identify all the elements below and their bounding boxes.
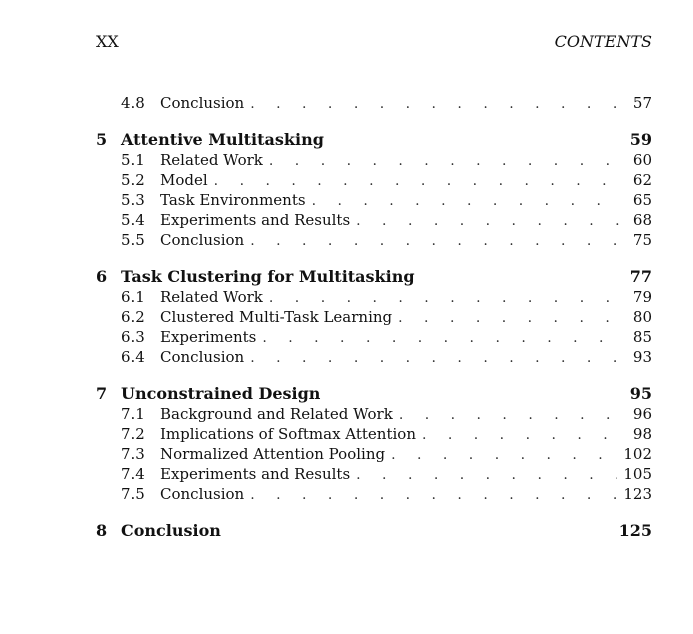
section-title: Normalized Attention Pooling (160, 445, 386, 463)
section-page-number: 96 (632, 405, 652, 423)
section-page-number: 75 (632, 231, 652, 249)
section-number: 6.4 (121, 348, 145, 366)
section-number: 5.3 (121, 191, 145, 209)
section-title: Clustered Multi-Task Learning (160, 308, 393, 326)
dot-leader (250, 485, 617, 505)
chapter-page-number: 95 (629, 384, 652, 403)
section-page-number: 62 (632, 171, 652, 189)
chapter-title: Conclusion (121, 521, 221, 540)
chapter-spacer (96, 113, 652, 130)
section-title: Model (160, 171, 208, 189)
section-title: Conclusion (160, 94, 245, 112)
toc-section-entry[interactable] (96, 464, 652, 484)
chapter-number: 8 (96, 521, 108, 540)
chapter-title: Attentive Multitasking (121, 130, 324, 149)
section-title: Related Work (160, 288, 263, 306)
section-number: 5.2 (121, 171, 145, 189)
toc-section-entry[interactable] (96, 170, 652, 190)
section-page-number: 85 (632, 328, 652, 346)
section-page-number: 68 (632, 211, 652, 229)
section-title: Background and Related Work (160, 405, 393, 423)
dot-leader (250, 94, 622, 114)
toc-section-entry[interactable] (96, 150, 652, 170)
toc-section-entry[interactable] (96, 484, 652, 504)
section-number: 5.1 (121, 151, 145, 169)
toc-section-entry[interactable] (96, 327, 652, 347)
dot-leader (356, 211, 622, 231)
chapter-number: 6 (96, 267, 108, 286)
section-number: 6.3 (121, 328, 145, 346)
section-number: 7.4 (121, 465, 145, 483)
section-page-number: 102 (623, 445, 652, 463)
chapter-title: Unconstrained Design (121, 384, 321, 403)
section-title: Experiments and Results (160, 465, 351, 483)
chapter-number: 5 (96, 130, 108, 149)
table-of-contents (96, 93, 652, 541)
toc-chapter-entry[interactable] (96, 130, 652, 150)
section-page-number: 98 (632, 425, 652, 443)
dot-leader (250, 231, 622, 251)
dot-leader (422, 425, 622, 445)
section-number: 4.8 (121, 94, 145, 112)
chapter-page-number: 77 (629, 267, 652, 286)
section-title: Experiments (160, 328, 257, 346)
dot-leader (250, 348, 622, 368)
section-title: Conclusion (160, 485, 245, 503)
running-header (96, 32, 652, 51)
toc-section-entry[interactable] (96, 190, 652, 210)
chapter-spacer (96, 504, 652, 521)
section-title: Related Work (160, 151, 263, 169)
section-number: 7.3 (121, 445, 145, 463)
dot-leader (356, 465, 617, 485)
dot-leader (399, 405, 622, 425)
dot-leader (391, 445, 617, 465)
section-number: 7.2 (121, 425, 145, 443)
section-number: 5.4 (121, 211, 145, 229)
section-page-number: 93 (632, 348, 652, 366)
section-title: Task Environments (160, 191, 306, 209)
toc-chapter-entry[interactable] (96, 267, 652, 287)
chapter-page-number: 59 (629, 130, 652, 149)
toc-section-entry[interactable] (96, 424, 652, 444)
chapter-spacer (96, 250, 652, 267)
dot-leader (398, 308, 622, 328)
section-number: 7.1 (121, 405, 145, 423)
page-number-roman: XX (96, 32, 119, 51)
toc-chapter-entry[interactable] (96, 384, 652, 404)
section-page-number: 57 (632, 94, 652, 112)
toc-section-entry[interactable] (96, 287, 652, 307)
toc-chapter-entry[interactable] (96, 521, 652, 541)
section-page-number: 79 (632, 288, 652, 306)
section-page-number: 60 (632, 151, 652, 169)
chapter-page-number: 125 (618, 521, 652, 540)
toc-section-entry[interactable] (96, 444, 652, 464)
dot-leader (262, 328, 622, 348)
chapter-title: Task Clustering for Multitasking (121, 267, 415, 286)
section-title: Experiments and Results (160, 211, 351, 229)
section-page-number: 123 (623, 485, 652, 503)
dot-leader (269, 288, 622, 308)
section-number: 6.2 (121, 308, 145, 326)
toc-section-entry[interactable] (96, 230, 652, 250)
section-title: Implications of Softmax Attention (160, 425, 416, 443)
section-title: Conclusion (160, 231, 245, 249)
toc-section-entry[interactable] (96, 210, 652, 230)
toc-section-entry[interactable] (96, 307, 652, 327)
section-number: 6.1 (121, 288, 145, 306)
chapter-spacer (96, 367, 652, 384)
dot-leader (312, 191, 622, 211)
dot-leader (269, 151, 622, 171)
section-title: Conclusion (160, 348, 245, 366)
toc-section-entry[interactable] (96, 404, 652, 424)
section-number: 5.5 (121, 231, 145, 249)
section-page-number: 80 (632, 308, 652, 326)
dot-leader (214, 171, 622, 191)
section-page-number: 65 (632, 191, 652, 209)
running-title: CONTENTS (554, 32, 652, 51)
section-number: 7.5 (121, 485, 145, 503)
toc-section-entry[interactable] (96, 347, 652, 367)
chapter-number: 7 (96, 384, 108, 403)
section-page-number: 105 (623, 465, 652, 483)
toc-section-entry[interactable] (96, 93, 652, 113)
